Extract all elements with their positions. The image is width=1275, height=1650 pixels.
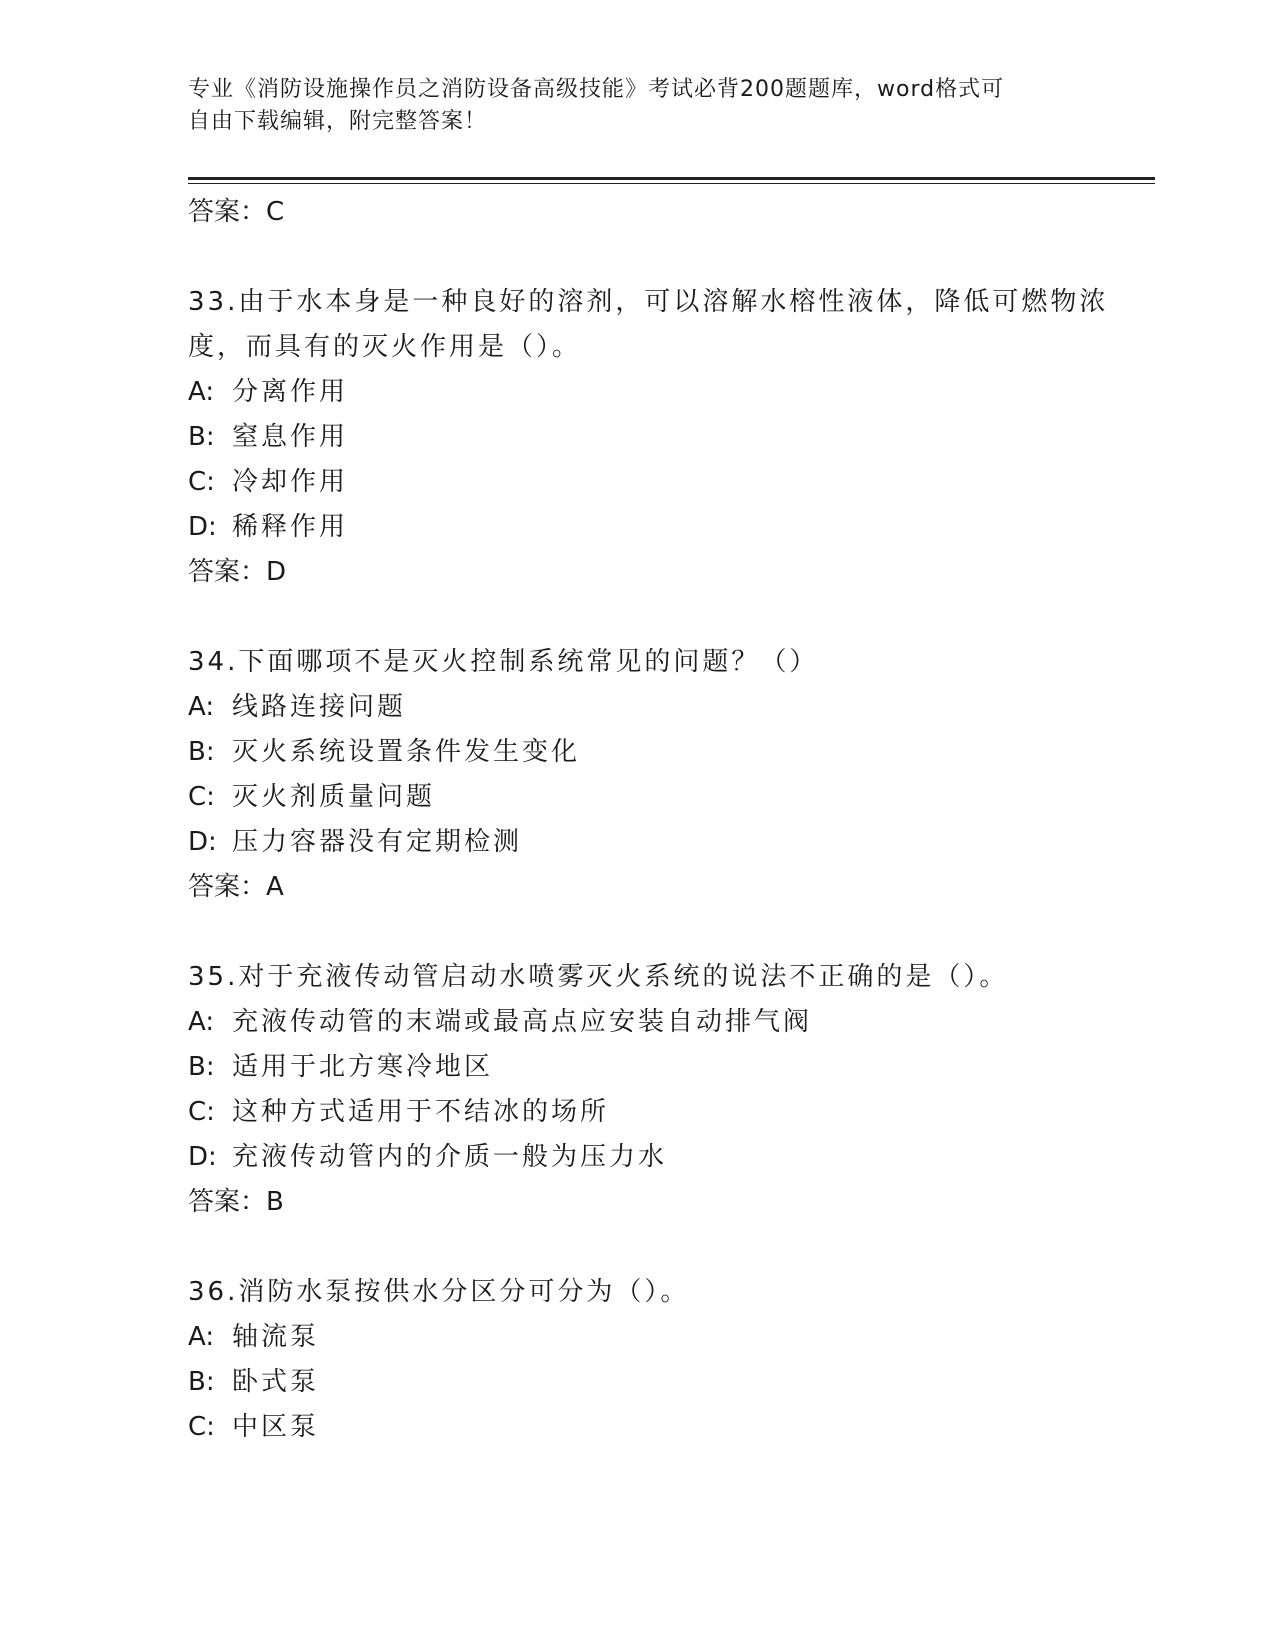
option-text: 这种方式适用于不结冰的场所: [232, 1097, 610, 1127]
option-text: 线路连接问题: [232, 692, 407, 722]
question-list: [188, 190, 1148, 1450]
option-letter: C:: [188, 782, 215, 812]
option-letter: C:: [188, 1097, 215, 1127]
header-rule-thin: [188, 183, 1155, 184]
option-a: [188, 1315, 1148, 1360]
question-text: 33.由于水本身是一种良好的溶剂，可以溶解水榕性液体，降低可燃物浓度，而具有的灭火作用是（）。: [188, 287, 1109, 362]
option-d: [188, 820, 1148, 865]
header-rule-thick: [188, 177, 1155, 180]
option-text: 卧式泵: [232, 1367, 320, 1397]
option-text: 稀释作用: [232, 512, 349, 542]
answer: 答案：D: [188, 557, 287, 587]
option-a: [188, 685, 1148, 730]
question-35: [188, 955, 1148, 1224]
option-text: 灭火剂质量问题: [232, 782, 436, 812]
option-text: 充液传动管内的介质一般为压力水: [232, 1142, 668, 1172]
question-34: [188, 640, 1148, 909]
option-text: 中区泵: [232, 1412, 320, 1442]
question-text: 36.消防水泵按供水分区分可分为（）。: [188, 1277, 690, 1307]
option-b: [188, 415, 1148, 460]
option-text: 窒息作用: [232, 422, 349, 452]
option-b: [188, 1360, 1148, 1405]
option-a: [188, 1000, 1148, 1045]
option-c: [188, 775, 1148, 820]
option-letter: D:: [188, 1142, 217, 1172]
option-c: [188, 460, 1148, 505]
option-letter: B:: [188, 1052, 215, 1082]
option-letter: C:: [188, 1412, 215, 1442]
answer: 答案：B: [188, 1187, 284, 1217]
question-text: 34.下面哪项不是灭火控制系统常见的问题？（）: [188, 647, 819, 677]
answer-previous: 答案：C: [188, 197, 285, 227]
option-text: 灭火系统设置条件发生变化: [232, 737, 581, 767]
option-letter: D:: [188, 827, 217, 857]
option-letter: D:: [188, 512, 217, 542]
option-letter: A:: [188, 377, 215, 407]
option-c: [188, 1090, 1148, 1135]
option-c: [188, 1405, 1148, 1450]
option-text: 冷却作用: [232, 467, 349, 497]
question-33: [188, 280, 1148, 594]
option-letter: A:: [188, 692, 215, 722]
option-text: 分离作用: [232, 377, 349, 407]
document-header: [188, 74, 1088, 138]
answer: 答案：A: [188, 872, 284, 902]
option-text: 压力容器没有定期检测: [232, 827, 523, 857]
option-letter: B:: [188, 422, 215, 452]
header-line-1: 专业《消防设施操作员之消防设备高级技能》考试必背200题题库，word格式可: [188, 77, 1005, 102]
option-letter: B:: [188, 737, 215, 767]
question-36: [188, 1270, 1148, 1450]
option-a: [188, 370, 1148, 415]
option-letter: A:: [188, 1322, 215, 1352]
option-text: 充液传动管的末端或最高点应安装自动排气阀: [232, 1007, 813, 1037]
option-letter: B:: [188, 1367, 215, 1397]
header-line-2: 自由下载编辑，附完整答案！: [188, 109, 488, 134]
option-b: [188, 1045, 1148, 1090]
option-text: 轴流泵: [232, 1322, 320, 1352]
option-text: 适用于北方寒冷地区: [232, 1052, 494, 1082]
option-d: [188, 505, 1148, 550]
option-letter: A:: [188, 1007, 215, 1037]
question-text: 35.对于充液传动管启动水喷雾灭火系统的说法不正确的是（）。: [188, 962, 1009, 992]
option-b: [188, 730, 1148, 775]
option-d: [188, 1135, 1148, 1180]
option-letter: C:: [188, 467, 215, 497]
